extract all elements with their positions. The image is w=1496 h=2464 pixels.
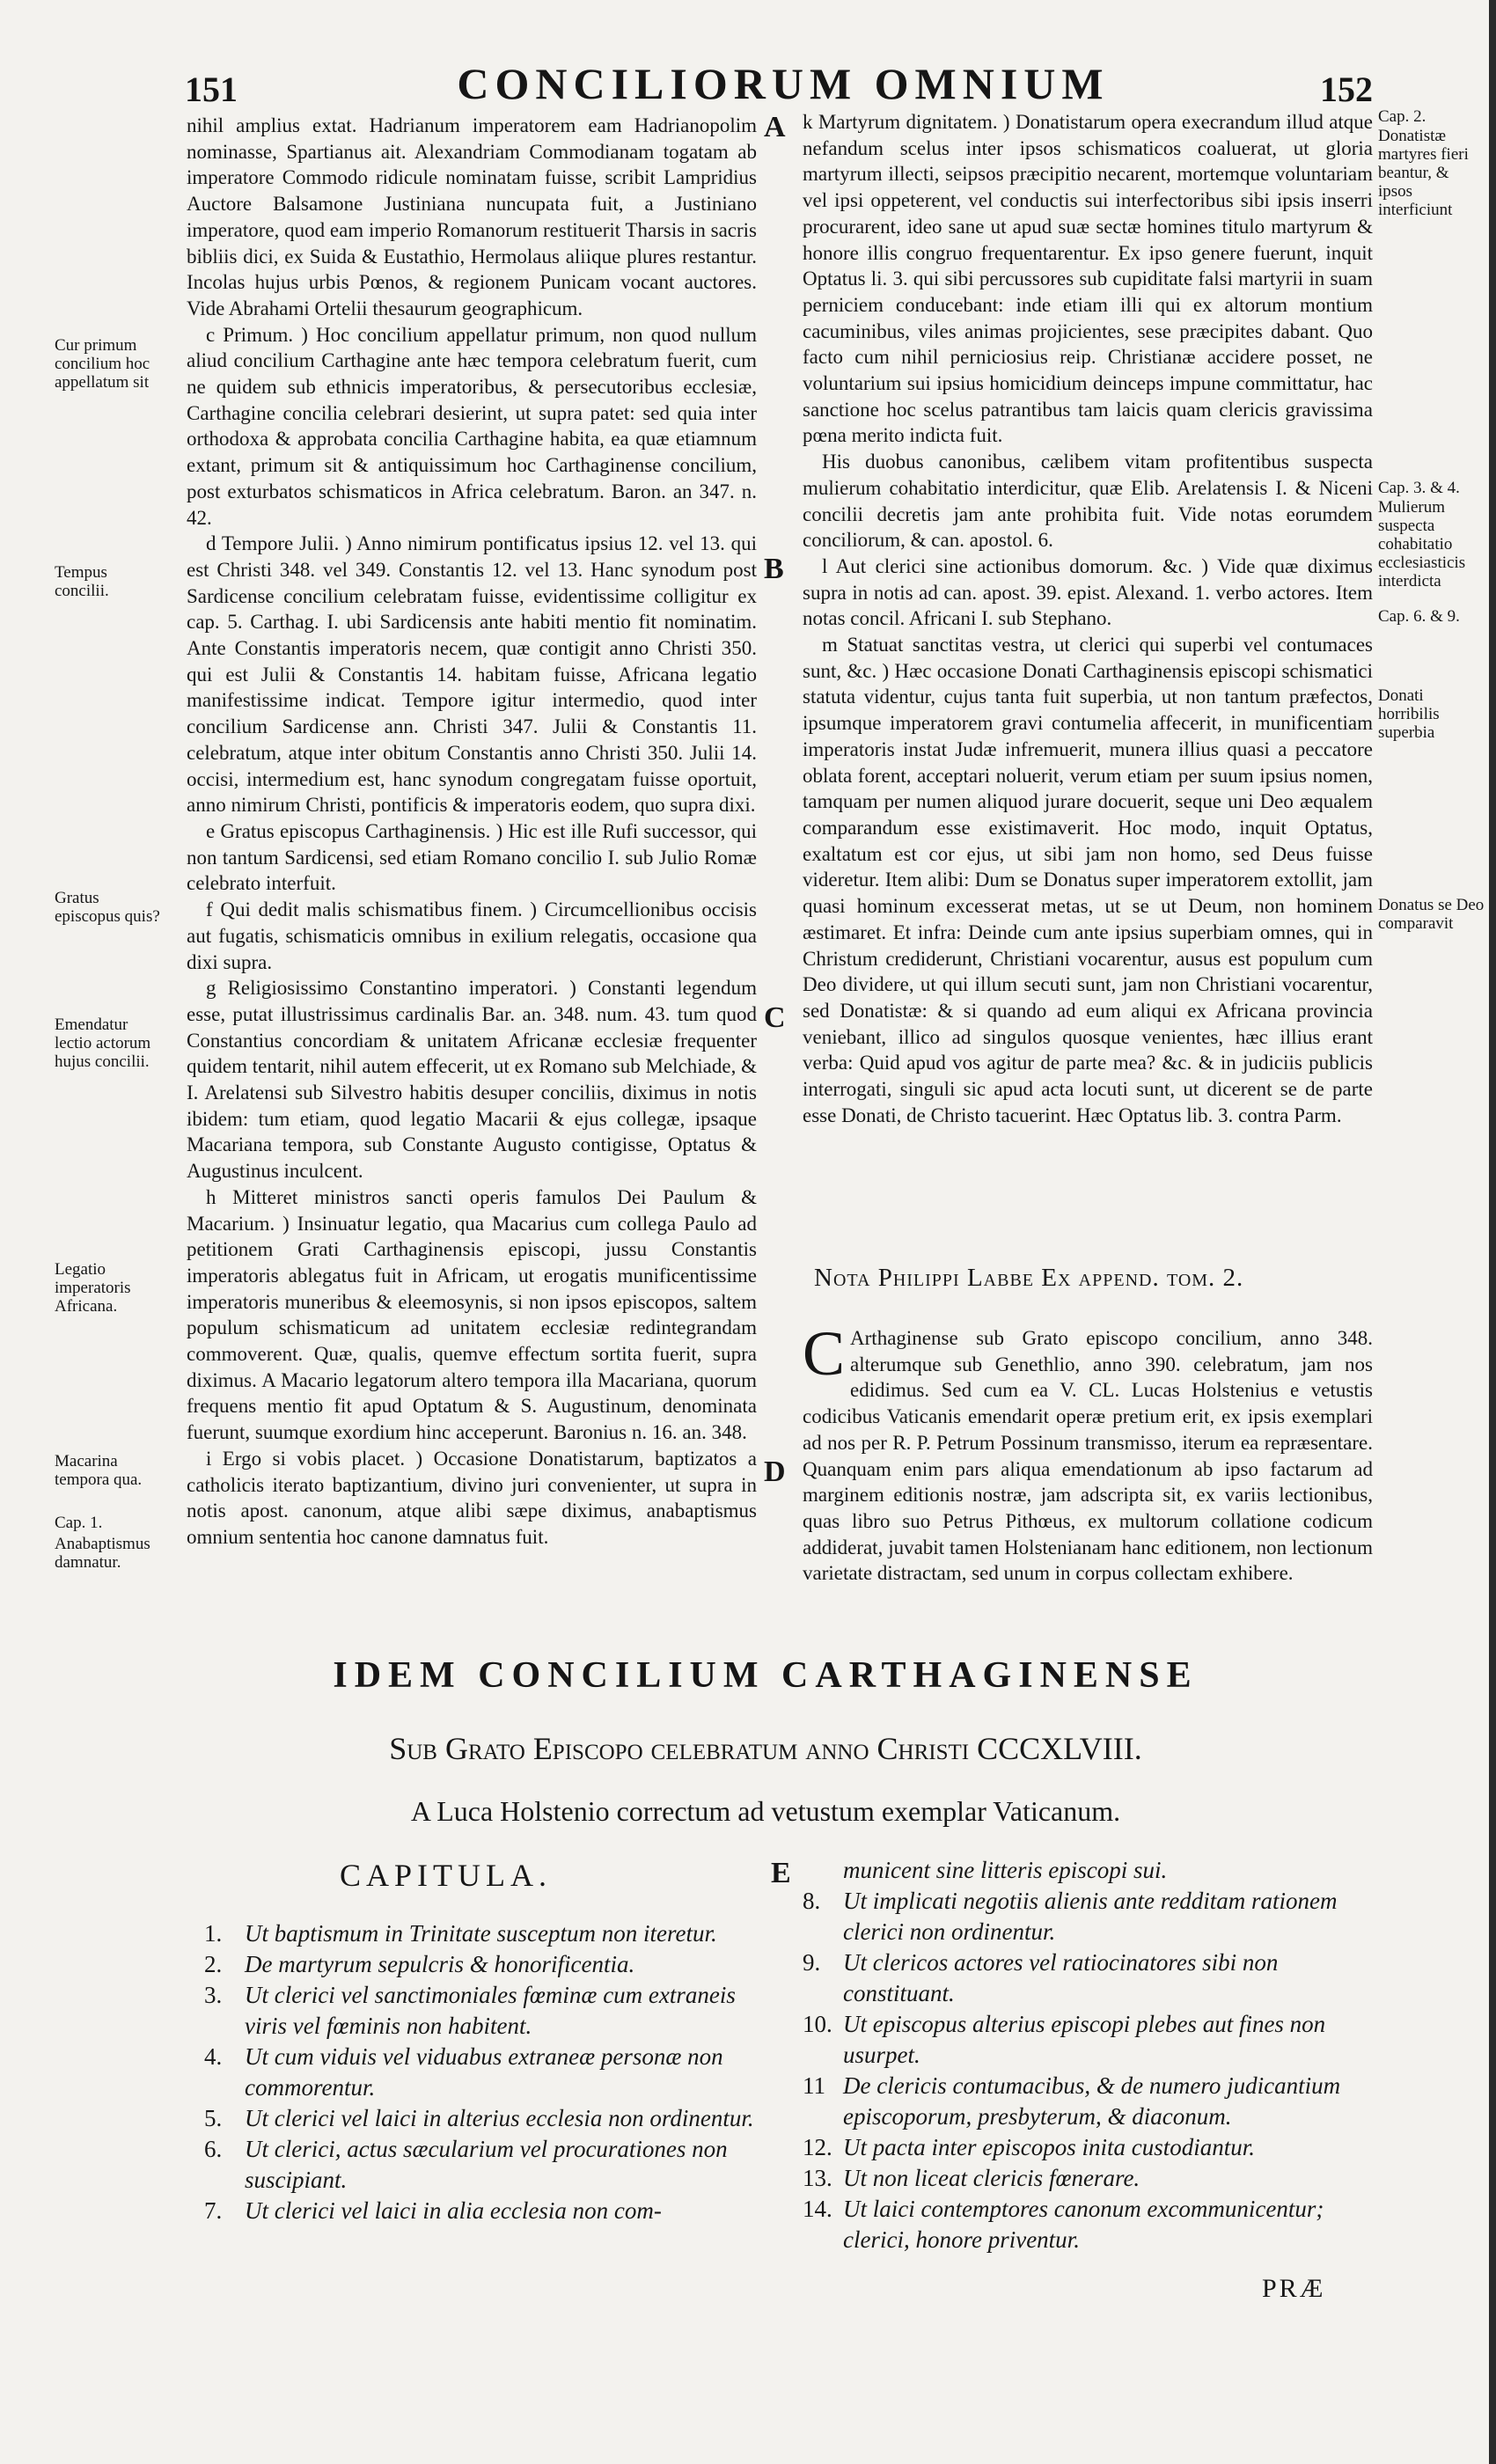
item-text: Ut pacta inter episcopos inita custodiantur. [843,2134,1255,2160]
subtitle-correction: A Luca Holstenio correctum ad vetustum exemplar Vaticanum. [410,1795,1121,1827]
capitula-list-left [204,1918,781,2226]
item-text: Ut clerici vel sanctimoniales fœminæ cum extraneis viris vel fœminis non habitent. [245,1982,736,2039]
margin-note: Donatus se Deo comparavit [1378,896,1485,933]
right-column [803,109,1373,1128]
item-number: 12. [803,2134,832,2160]
margin-note: Mulierum suspecta cohabitatio ecclesiasticis interdicta [1378,498,1466,590]
left-column [187,113,757,1551]
page-number-right: 152 [1320,70,1373,109]
margin-note: Legatio imperatoris Africana. [55,1260,131,1316]
paragraph: g Religiosissimo Constantino imperatori. ) Constanti legendum esse, putat illustrissimus cardinalis Bar. an. 348. num. 43. tum quod Constantius concordiam & unitatem Africanæ ecclesiæ frequenter quidem tentarit, nihil autem effecerit, ut ex Romano sub Melchiade, & I. Arelatensi sub Silvestro habitis desuper conciliis, diximus in notis ibidem: tum etiam, quod legatio Macarii & ejus collegæ, ipsaque Macariana tempora, sub Constante Augusto contigisse, Optatus & Augustinus inculcent. [187,977,757,1183]
item-text: De martyrum sepulcris & honorificentia. [245,1951,635,1977]
list-item [204,2103,781,2134]
capitula-heading: CAPITULA. [340,1858,552,1893]
list-item [204,2134,781,2196]
paragraph: m Statuat sanctitas vestra, ut clerici qui superbi vel contumaces sunt, &c. ) Hæc occasione Donati Carthaginensis episcopi schismatici statuta videntur, cujus tanta fuit superbia, ut non tantum præfectos, ipsumque imperatorem gravi contumelia affecerit, in munificentiam imperatoris instat Judæ infremuerit, munera illius quasi a peccatore oblata forent, acceptari noluerit, verum etiam per suum ipsius nomen, tamquam per numen aliquod jurare docuerit, seque uni Deo æqualem comparandum esse existimaverit. Hoc modo, inquit Optatus, exaltatum est cor ejus, ut sibi jam non homo, sed Deus fuisse videretur. Item alibi: Dum se Donatus super imperatorem extollit, jam quasi hominum excesserat metas, ut se ut Deum, non hominem æstimaret. Et infra: Deinde cum ante ipsius superbiam omnes, qui in Christum crediderunt, Christiani vocarentur, ausus est populum cum Deo dividere, ut qui illum secuti sunt, jam non Christiani vocarentur, sed Donatistæ: & si quando ad eum aliqui ex Africana provincia veniebant, illico ad singulos quosque venientes, hæc illius erant verba: Quid apud vos agitur de parte mea? &c. & in judiciis publicis interrogati, singuli sic apud acta locuti sunt, ut dicerent se de parte esse Donati, de Christo tacuerint. Hæc Optatus lib. 3. contra Parm. [803,634,1373,1126]
margin-note: Cap. 3. & 4. [1378,479,1460,497]
item-number: 3. [204,1982,223,2008]
item-number: 10. [803,2011,832,2037]
list-item [803,2194,1390,2255]
item-number: 9. [803,1949,821,1976]
paragraph: i Ergo si vobis placet. ) Occasione Donatistarum, baptizatos a catholicis iterato baptizantium, divino juri convenienter, ut supra in notis apost. canonum, atque alibi sæpe diximus, anabaptismus omnium sententia hoc canone damnatus fuit. [187,1447,757,1548]
item-number: 14. [803,2196,832,2222]
catchword: PRÆ [1262,2274,1326,2303]
section-letter: A [764,111,786,143]
paragraph: h Mitteret ministros sancti operis famulos Dei Paulum & Macarium. ) Insinuatur legatio, qua Macarius cum collega Paulo ad petitionem Grati Carthaginensis episcopi, jussu Constantis imperatoris ablegatus fuit in Africam, ut erogatis munificentissime imperatoris muneribus & eleemosynis, si non ipsos episcopos, saltem populum schismaticum ad unitatem ecclesiæ redintegrandam commoverent. Quæ, qualis, quemve effectum sortita fuerit, supra diximus. A Macario legatorum altero tempora illa Macariana, quorum frequens mentio fit apud Optatum & S. Augustinum, denominata fuerunt, suumque exordium hinc acceperunt. Baronius n. 16. an. 348. [187,1185,757,1444]
margin-note: Emendatur lectio actorum hujus concilii. [55,1016,151,1071]
item-text: Ut non liceat clericis fœnerare. [843,2165,1140,2191]
drop-cap: C [803,1318,846,1389]
item-number: 2. [204,1951,223,1977]
paragraph: c Primum. ) Hoc concilium appellatur primum, non quod nullum aliud concilium Carthagine ante hæc tempora celebratum fuerit, cum ne quidem sub ethnicis imperatoribus, & persecutoribus ecclesiæ, Carthagine concilia celebrari desierint, ut supra patet: sed quia inter orthodoxa & approbata concilia Carthagine habita, ea quæ etiamnum extant, primum sit & antiquissimum hoc Carthaginense concilium, post exturbatos schismaticos in Africa celebratum. Baron. an 347. n. 42. [187,323,757,529]
list-item [803,1947,1390,2009]
item-text: Ut clerici vel laici in alia ecclesia non com- [245,2197,662,2224]
paragraph: His duobus canonibus, cælibem vitam profitentibus suspecta mulierum cohabitatio interdicitur, quæ Elib. Arelatensis I. & Niceni concilii decretis jam ante prohibita fuit. Vide notas eorumdem conciliorum, & can. apostol. 6. [803,451,1373,552]
capitula-list-right [803,1855,1390,2255]
list-item [204,1949,781,1980]
paragraph: nihil amplius extat. Hadrianum imperatorem eam Hadrianopolim nominasse, Spartianus ait. Alexandriam Commodianam togatam ab imperatore Commodo ridicule nominatam fuisse, scribit Lampridius Auctore Balsamone Justiniana nuncupata fuit, a Justiniano imperatore, quod eam imperio Romanorum restituerit Tharsis in sacris bibliis dici, ex Suida & Eustathio, Hermolaus aliique plures restantur. Incolas hujus urbis Pœnos, & regionem Punicam vocant auctores. Vide Abrahami Ortelii thesaurum geographicum. [187,114,757,319]
section-letter: B [764,553,784,585]
item-number: 13. [803,2165,832,2191]
section-letter: D [764,1456,786,1488]
item-text: Ut clerici vel laici in alterius ecclesia non ordinentur. [245,2105,754,2131]
item-text: Ut clerici, actus sæcularium vel procurationes non suscipiant. [245,2136,728,2193]
list-item [803,2071,1390,2132]
item-text: Ut baptismum in Trinitate susceptum non iteretur. [245,1920,717,1947]
paragraph: d Tempore Julii. ) Anno nimirum pontificatus ipsius 12. vel 13. qui est Christi 348. vel 349. Constantis 12. vel 13. Hanc synodum post Sardicense concilium celebratam fuisse, evidentissime colligitur ex cap. 5. Carthag. I. ubi Sardicensis ante habiti mentio fit nominatim. Ante Constantis imperatoris necem, quæ contigit anno Christi 350. qui est Julii & Constantis 14. habitam fuisse, Africana legatio manifestissime indicat. Tempore igitur intermedio, quod inter concilium Sardicense ann. Christi 347. Julii & Constantis 11. celebratum, atque inter obitum Constantis anno Christi 350. Julii 14. occisi, intermedium est, hanc synodum congregatam fuisse oportuit, anno nimirum Christi, pontificis & imperatoris eodem, quo supra dixi. [187,532,757,817]
section-letter: E [771,1857,791,1889]
list-item [803,1886,1390,1947]
list-item [803,2163,1390,2194]
note-heading: Nota Philippi Labbe Ex append. tom. 2. [814,1264,1244,1292]
margin-note: Cur primum concilium hoc appellatum sit [55,336,150,392]
section-letter: C [764,1001,786,1034]
margin-note: Gratus episcopus quis? [55,889,160,926]
item-number: 4. [204,2043,223,2070]
item-text: De clericis contumacibus, & de numero judicantium episcoporum, presbyterum, & diaconum. [843,2072,1341,2130]
subtitle: Sub Grato Episcopo celebratum anno Christi CCCXLVIII. [389,1731,1142,1766]
margin-note: Tempus concilii. [55,563,109,600]
item-text: Ut clericos actores vel ratiocinatores sibi non constituant. [843,1949,1279,2006]
list-item [204,1918,781,1949]
margin-note: Cap. 6. & 9. [1378,607,1460,626]
margin-note: Anabaptismus damnatur. [55,1535,150,1572]
item-text: Ut episcopus alterius episcopi plebes aut fines non usurpet. [843,2011,1326,2068]
main-title: IDEM CONCILIUM CARTHAGINENSE [333,1655,1199,1696]
page-number-left: 151 [185,70,238,109]
paragraph: e Gratus episcopus Carthaginensis. ) Hic est ille Rufi successor, qui non tantum Sardicensi, sed etiam Romano concilio I. sub Julio Romæ celebrato interfuit. [187,819,757,895]
list-item [204,1980,781,2042]
item-text: Ut implicati negotiis alienis ante redditam rationem clerici non ordinentur. [843,1888,1338,1945]
paragraph: k Martyrum dignitatem. ) Donatistarum opera execrandum illud atque nefandum scelus inter ipsos schismaticos coaluerat, ut gloria martyrum illecti, seipsos præcipitio necarent, mortemque voluntariam vel ipsi oppeterent, vel conductis sui interfectoribus sibi ipsis inserri procurarent, ideo sane ut apud suæ sectæ homines titulo martyrum & honore illis congruo frequentarentur. Ex ipso genere fuerunt, inquit Optatus li. 3. qui sibi percussores sub cupiditate falsi martyrii in suam perniciem conducebant: inde etiam illi qui ex altorum montium cacuminibus, viles animas projicientes, sese præcipites dabant. Quo facto cum nihil perniciosius reip. Christianæ accidere posset, ne voluntarium sui ipsius homicidium deinceps impune committatur, hac sanctione hoc scelus patrantibus tam laicis quam clericis gravissima pœna merito indicta fuit. [803,111,1373,447]
list-item [204,2042,781,2103]
running-head: CONCILIORUM OMNIUM [457,59,1110,108]
item-number: 7. [204,2197,223,2224]
list-item-continuation [803,1855,1390,1886]
item-text: Ut cum viduis vel viduabus extraneæ personæ non commorentur. [245,2043,723,2101]
page-edge-shadow [1489,0,1496,2464]
paragraph: l Aut clerici sine actionibus domorum. &c. ) Vide quæ diximus supra in notis ad can. apost. 39. epist. Alexand. 1. verbo actores. Item notas concil. Africani I. sub Stephano. [803,554,1373,630]
paragraph: f Qui dedit malis schismatibus finem. ) Circumcellionibus occisis aut fugatis, schismaticis omnibus in exilium relegatis, occasione qua dixi supra. [187,898,757,973]
item-number: 1. [204,1920,223,1947]
margin-note: Cap. 2. [1378,107,1426,126]
margin-note: Macarina tempora qua. [55,1452,143,1489]
note-text: Arthaginense sub Grato episcopo concilium, anno 348. alterumque sub Genethlio, anno 390. celebratum, jam nos edidimus. Sed cum ea V. CL. Lucas Holstenius e vetustis codicibus Vaticanis emendarit operæ pretium erit, ex ipsis exemplari ad nos per R. P. Petrum Possinum transmisso, iterum ea repræsentare. Quanquam enim pars aliqua emendationum ab ipso factarum ad marginem editionis nostræ, jam adscripta sit, ex variis lectionibus, quas libro suo Petrus Pithœus, ex multorum collatione codicum addiderat, juvabit tamen Holstenianam hanc editionem, non lectionum varietate distractam, sed unum in corpus collectam exhibere. [803,1327,1373,1585]
list-item [204,2196,781,2226]
item-number: 8. [803,1888,821,1914]
margin-note: Cap. 1. [55,1514,103,1532]
margin-note: Donati horribilis superbia [1378,686,1440,742]
item-text: municent sine litteris episcopi sui. [843,1857,1168,1883]
note-body [803,1318,1373,1587]
list-item [803,2009,1390,2071]
list-item [803,2132,1390,2163]
item-text: Ut laici contemptores canonum excommunicentur; clerici, honore priventur. [843,2196,1324,2253]
margin-note: Donatistæ martyres fieri beantur, & ipsos interficiunt [1378,127,1469,219]
item-number: 11 [803,2072,825,2099]
item-number: 5. [204,2105,223,2131]
item-number: 6. [204,2136,223,2162]
